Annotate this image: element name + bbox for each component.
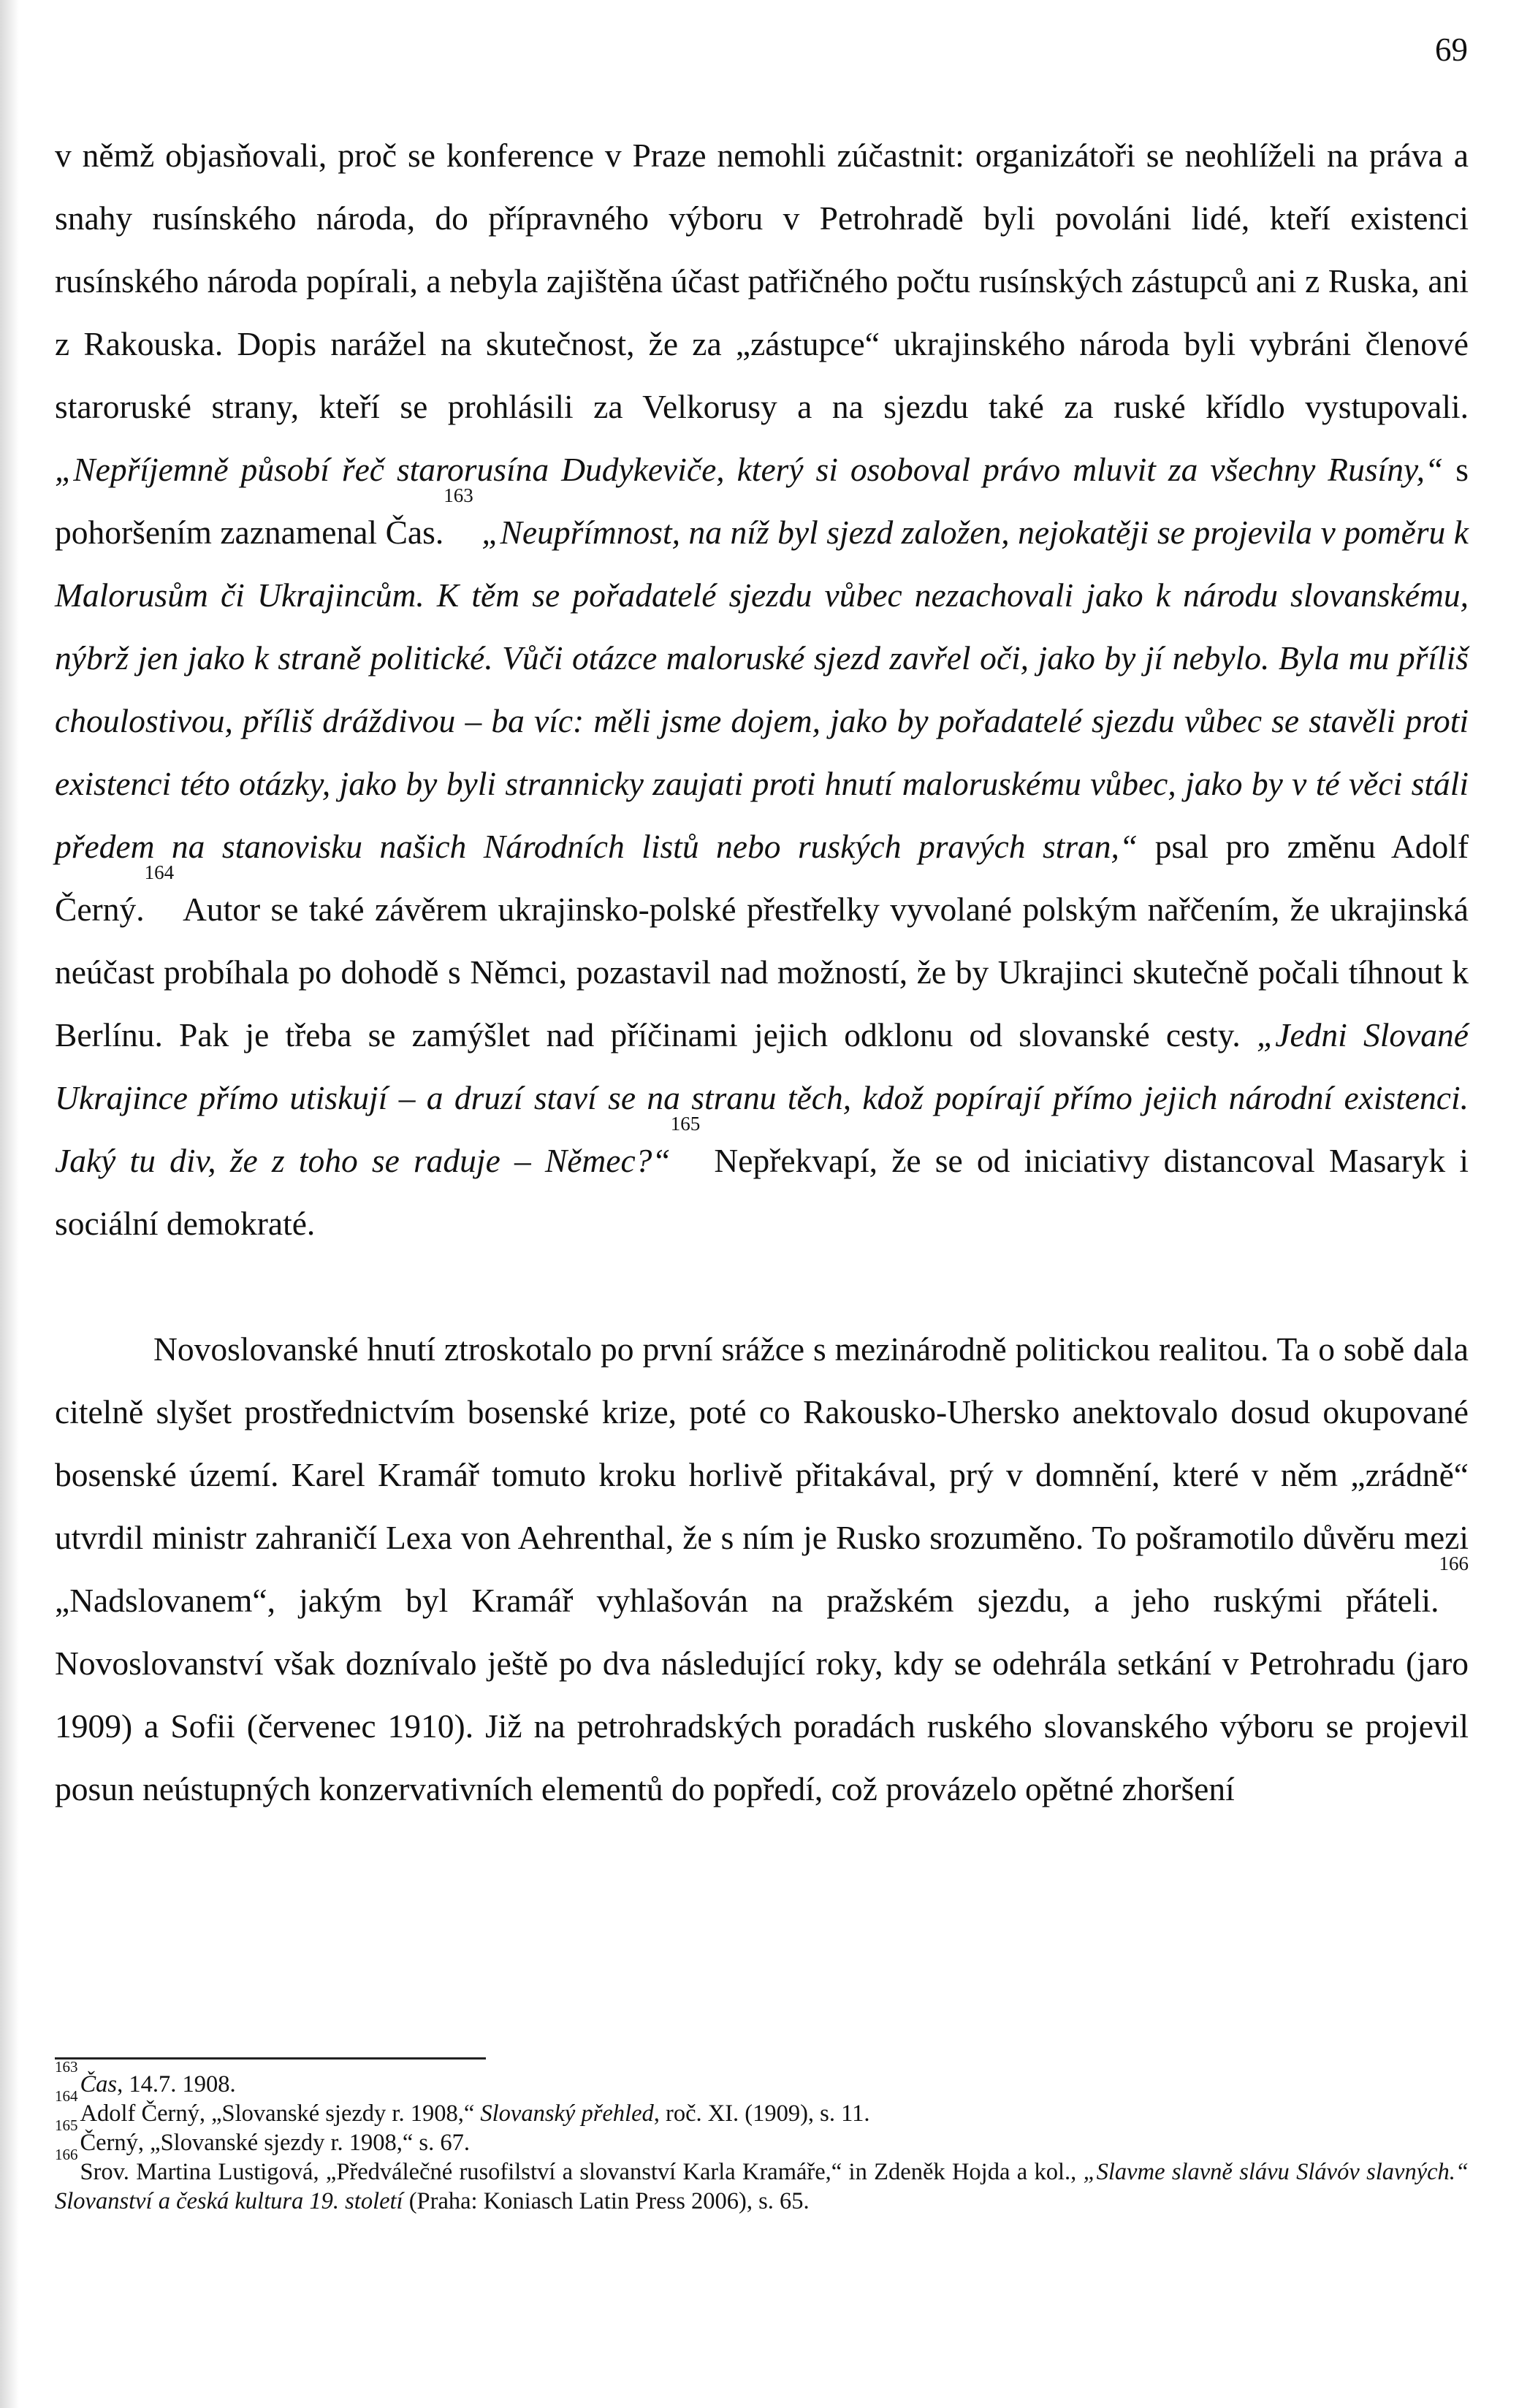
page-number: 69 — [1435, 31, 1468, 68]
footnotes — [55, 2058, 1469, 2216]
footnote-mark-163: 163 — [55, 2058, 78, 2076]
footnote-163-text: , 14.7. 1908. — [117, 2071, 236, 2098]
footnote-divider — [55, 2057, 486, 2060]
page-edge-shadow — [0, 0, 19, 2408]
body-text — [55, 124, 1469, 1821]
quote-slovane: „Jedni Slované Ukrajince přímo utiskují – a druzí staví se na stranu těch, kdož popírají přímo jejich národní existenci. Jaký tu div, že z toho se raduje – Němec?“ — [55, 1016, 1469, 1179]
footnote-164-rest: , roč. XI. (1909), s. 11. — [653, 2100, 870, 2127]
footnote-164-journal: Slovanský přehled — [480, 2100, 654, 2127]
footnote-mark-166: 166 — [55, 2146, 78, 2163]
quote-cerny: „Neupřímnost, na níž byl sjezd založen, nejokatěji se projevila v poměru k Malorusům či Ukrajincům. K těm se pořadatelé sjezdu vůbec nezachovali jako k národu slovanskému, nýbrž jen jako k straně politické. Vůči otázce maloruské sjezd zavřel oči, jako by jí nebylo. Byla mu příliš choulostivou, příliš dráždivou – ba víc: měli jsme dojem, jako by pořadatelé sjezdu vůbec se stavěli proti existenci této otázky, jako by byli strannicky zaujati proti hnutí maloruskému vůbec, jako by v té věci stáli předem na stanovisku našich Národních listů nebo ruských pravých stran,“ — [55, 514, 1469, 865]
footnote-163-title: Čas — [80, 2071, 118, 2098]
footnote-164 — [55, 2087, 1469, 2128]
footnote-mark-164: 164 — [55, 2087, 78, 2105]
footnote-164-text: Adolf Černý, „Slovanské sjezdy r. 1908,“ — [80, 2100, 481, 2127]
footnote-163 — [55, 2058, 1469, 2099]
footnote-165 — [55, 2116, 1469, 2157]
footnote-mark-165: 165 — [55, 2116, 78, 2134]
footnote-166-title: „Slavme slavně slávu Slávóv slavných.“ Slovanství a česká kultura 19. století — [55, 2159, 1469, 2214]
paragraph-1-text: Nepřekvapí, že se od iniciativy distancoval Masaryk i sociální demokraté. — [55, 1142, 1469, 1242]
footnote-166 — [55, 2146, 1469, 2216]
paragraph-2 — [55, 1318, 1469, 1821]
paragraph-1-text: psal pro změnu Adolf Černý. — [55, 828, 1469, 928]
footnote-166-rest: (Praha: Koniasch Latin Press 2006), s. 65. — [403, 2188, 810, 2214]
paragraph-1 — [55, 124, 1469, 1255]
footnote-ref-164[interactable]: 164 — [144, 861, 175, 883]
footnote-165-text: Černý, „Slovanské sjezdy r. 1908,“ s. 67. — [80, 2130, 470, 2156]
quote-dudykevic: „Nepříjemně působí řeč starorusína Dudykeviče, který si osoboval právo mluvit za všechny Rusíny,“ — [55, 451, 1444, 488]
paragraph-2-text: Novoslovanství však doznívalo ještě po dva následující roky, kdy se odehrála setkání v Petrohradu (jaro 1909) a Sofii (červenec 1910). Již na petrohradských poradách ruského slovanského výboru se projevil posun neústupných konzervativních elementů do popředí, což provázelo opětné zhoršení — [55, 1645, 1469, 1807]
paragraph-1-text: s pohoršením zaznamenal Čas. — [55, 451, 1469, 551]
footnote-ref-166[interactable]: 166 — [1439, 1552, 1469, 1574]
paragraph-2-text: Novoslovanské hnutí ztroskotalo po první srážce s mezinárodně politickou realitou. Ta o sobě dala citelně slyšet prostřednictvím bosenské krize, poté co Rakousko-Uhersko anektovalo dosud okupované bosenské území. Karel Kramář tomuto kroku horlivě přitakával, prý v domnění, které v něm „zrádně“ utvrdil ministr zahraničí Lexa von Aehrenthal, že s ním je Rusko srozuměno. To pošramotilo důvěru mezi „Nadslovanem“, jakým byl Kramář vyhlašován na pražském sjezdu, a jeho ruskými přáteli. — [55, 1330, 1469, 1619]
footnote-ref-163[interactable]: 163 — [443, 484, 473, 506]
paragraph-1-text: v němž objasňovali, proč se konference v Praze nemohli zúčastnit: organizátoři se neohlíželi na práva a snahy rusínského národa, do přípravného výboru v Petrohradě byli povoláni lidé, kteří existenci rusínského národa popírali, a nebyla zajištěna účast patřičného počtu rusínských zástupců ani z Ruska, ani z Rakouska. Dopis narážel na skutečnost, že za „zástupce“ ukrajinského národa byli vybráni členové staroruské strany, kteří se prohlásili za Velkorusy a na sjezdu také za ruské křídlo vystupovali. — [55, 137, 1469, 425]
paragraph-1-text: Autor se také závěrem ukrajinsko-polské přestřelky vyvolané polským nařčením, že ukrajinská neúčast probíhala po dohodě s Němci, pozastavil nad možností, že by Ukrajinci skutečně počali tíhnout k Berlínu. Pak je třeba se zamýšlet nad příčinami jejich odklonu od slovanské cesty. — [55, 891, 1469, 1054]
footnote-ref-165[interactable]: 165 — [670, 1113, 701, 1135]
footnote-166-text: Srov. Martina Lustigová, „Předválečné rusofilství a slovanství Karla Kramáře,“ in Zdeněk Hojda a kol., — [80, 2159, 1084, 2185]
